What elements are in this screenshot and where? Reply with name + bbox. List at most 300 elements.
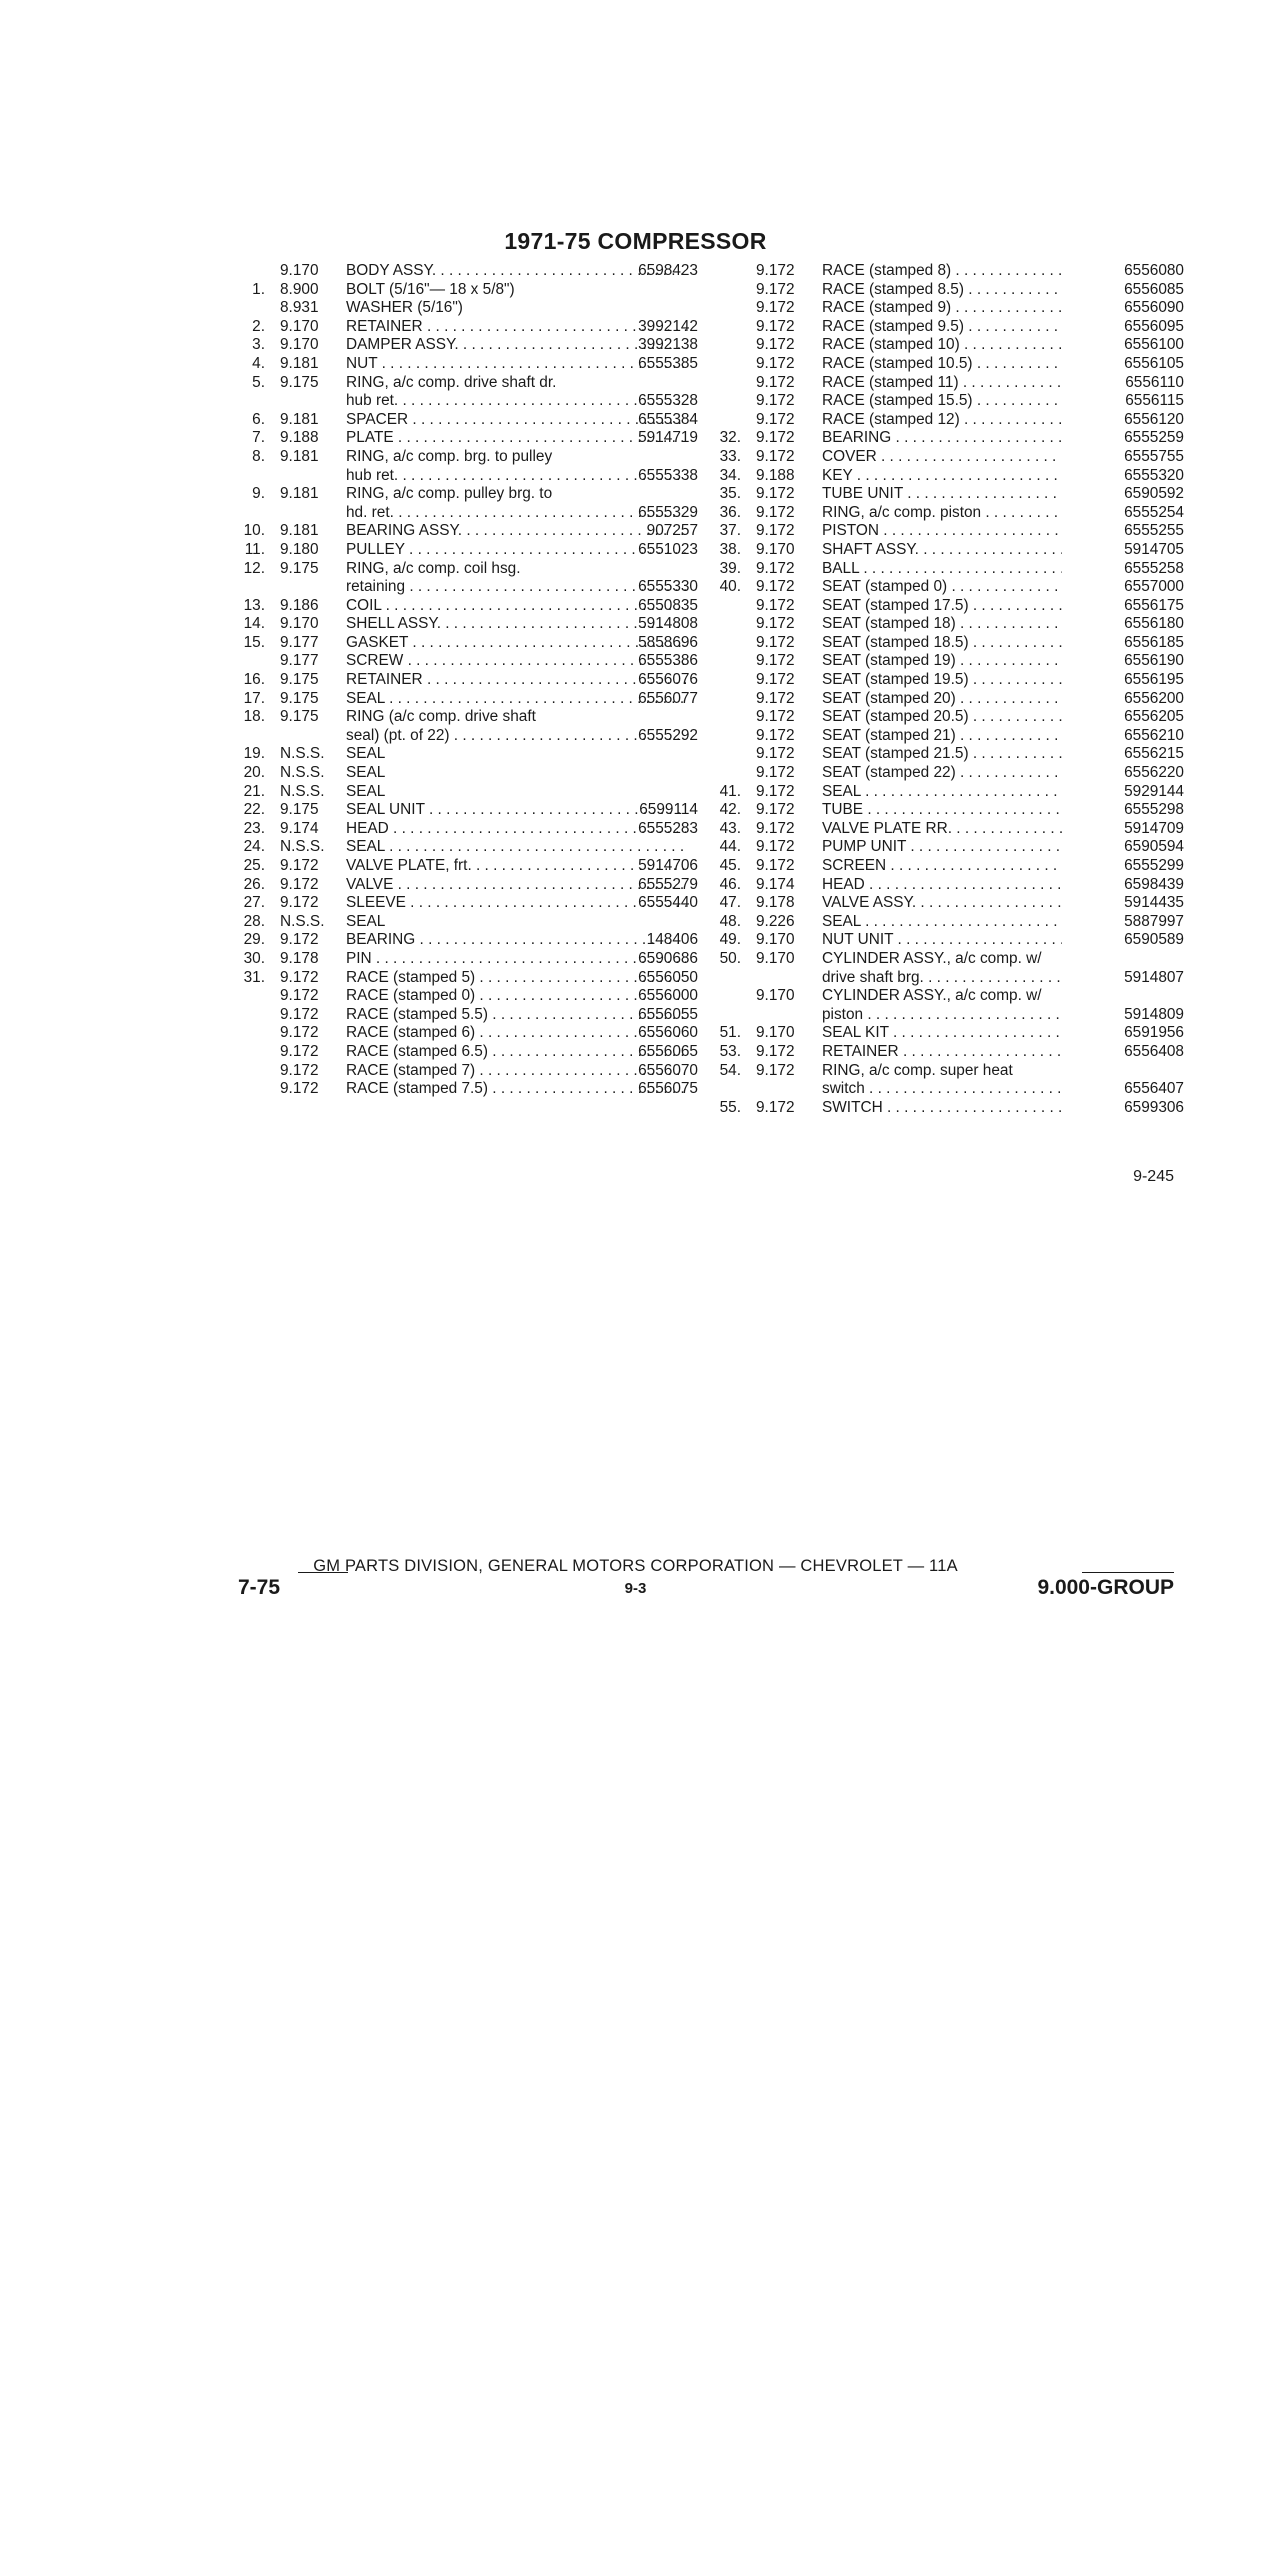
part-description: RACE (stamped 9.5) . . . (822, 318, 1062, 337)
parts-row (714, 987, 1184, 1006)
part-number: 5914709 (1124, 819, 1184, 837)
part-description: COIL . . . (346, 597, 686, 616)
part-number: 6590589 (1124, 931, 1184, 949)
group-number: 9.172 (756, 726, 795, 744)
parts-row (238, 950, 698, 969)
part-number: 6556095 (1124, 317, 1184, 335)
part-description: RACE (stamped 6.5) . . . (346, 1043, 686, 1062)
part-description: SEAT (stamped 22) . . . (822, 764, 1062, 783)
item-number: 22. (243, 801, 265, 819)
part-number: 148406 (646, 931, 698, 949)
item-number: 41. (719, 782, 741, 800)
part-number: 6550835 (638, 596, 698, 614)
part-number: 5914808 (638, 615, 698, 633)
part-description: BEARING ASSY. . . . (346, 522, 686, 541)
part-number: 6555338 (638, 466, 698, 484)
group-number: 9.172 (756, 708, 795, 726)
group-number: 9.172 (756, 280, 795, 298)
page-title: 1971-75 COMPRESSOR (504, 228, 767, 254)
item-number: 3. (252, 336, 265, 354)
parts-row (714, 429, 1184, 448)
group-number: 9.172 (756, 764, 795, 782)
group-number: 9.180 (280, 540, 319, 558)
parts-row (714, 318, 1184, 337)
part-number: 6556407 (1124, 1080, 1184, 1098)
item-number: 35. (719, 485, 741, 503)
part-description: HEAD . . . (346, 820, 686, 839)
part-description: SEAL (346, 745, 386, 763)
group-number: 9.172 (756, 299, 795, 317)
group-number: 9.172 (756, 1061, 795, 1079)
part-number: 6555329 (638, 503, 698, 521)
part-number: 6556070 (638, 1061, 698, 1079)
group-number: 9.172 (280, 875, 319, 893)
group-number: 9.175 (280, 373, 319, 391)
group-number: 9.172 (756, 354, 795, 372)
group-number: 9.172 (756, 801, 795, 819)
group-number: 9.181 (280, 485, 319, 503)
parts-row (714, 876, 1184, 895)
group-number: 9.172 (756, 745, 795, 763)
parts-row (238, 634, 698, 653)
item-number: 29. (243, 931, 265, 949)
parts-row (238, 448, 698, 467)
part-description: SEAL . . . (822, 783, 1062, 802)
part-number: 6556200 (1124, 689, 1184, 707)
part-description: RACE (stamped 6) . . . (346, 1024, 686, 1043)
part-description: RACE (stamped 15.5) . . . (822, 392, 1062, 411)
part-description: SEAT (stamped 20.5) . . . (822, 708, 1062, 727)
item-number: 21. (243, 782, 265, 800)
item-number: 36. (719, 503, 741, 521)
group-number: 9.172 (756, 559, 795, 577)
part-number: 6556090 (1124, 299, 1184, 317)
part-description: RACE (stamped 10.5) . . . (822, 355, 1062, 374)
group-number: 9.175 (280, 689, 319, 707)
part-number: 5887997 (1124, 912, 1184, 930)
group-number: 9.172 (756, 578, 795, 596)
part-number: 6556076 (638, 671, 698, 689)
part-number: 5914807 (1124, 968, 1184, 986)
group-number: 9.170 (280, 615, 319, 633)
part-number: 6598423 (638, 262, 698, 279)
group-number: 8.900 (280, 280, 319, 298)
parts-row (238, 597, 698, 616)
parts-row (714, 708, 1184, 727)
part-description: KEY . . . (822, 467, 1062, 486)
part-description: SEAL (346, 912, 386, 930)
parts-row (238, 671, 698, 690)
parts-row (238, 857, 698, 876)
part-description: BEARING . . . (822, 429, 1062, 448)
part-description: RING, a/c comp. piston . . . (822, 504, 1062, 523)
part-description: PLATE . . . (346, 429, 686, 448)
parts-row (238, 708, 698, 727)
item-number: 6. (252, 410, 265, 428)
part-number: 6556195 (1124, 671, 1184, 689)
part-description: TUBE UNIT . . . (822, 485, 1062, 504)
part-description: RACE (stamped 8.5) . . . (822, 281, 1062, 300)
group-number: 9.172 (756, 373, 795, 391)
part-description: SEAT (stamped 0) . . . (822, 578, 1062, 597)
part-description: RING, a/c comp. brg. to pulley (346, 447, 553, 465)
group-number: 9.174 (756, 875, 795, 893)
parts-row (238, 764, 698, 783)
part-description: WASHER (5/16") (346, 299, 463, 317)
parts-row (238, 1006, 698, 1025)
group-number: 9.172 (756, 503, 795, 521)
parts-row (238, 876, 698, 895)
part-number: 6555384 (638, 410, 698, 428)
item-number: 47. (719, 894, 741, 912)
part-number: 6555328 (638, 392, 698, 410)
part-description: RACE (stamped 5.5) . . . (346, 1006, 686, 1025)
part-number: 6556050 (638, 968, 698, 986)
parts-row (238, 318, 698, 337)
parts-row (714, 894, 1184, 913)
item-number: 17. (243, 689, 265, 707)
group-number: 9.172 (280, 1080, 319, 1098)
part-description: RACE (stamped 11) . . . (822, 374, 1062, 393)
item-number: 11. (244, 540, 265, 558)
part-description: RING, a/c comp. drive shaft dr. (346, 373, 557, 391)
part-number: 6556185 (1124, 633, 1184, 651)
group-number: 9.170 (756, 540, 795, 558)
part-number: 6598439 (1124, 875, 1184, 893)
parts-row (238, 541, 698, 560)
group-number: 9.188 (756, 466, 795, 484)
part-number: 6556085 (1124, 280, 1184, 298)
parts-row (238, 652, 698, 671)
part-description: NUT UNIT . . . (822, 931, 1062, 950)
group-number: 9.175 (280, 801, 319, 819)
group-number: 9.170 (280, 262, 319, 279)
group-number: 9.172 (280, 968, 319, 986)
group-number: 9.172 (756, 392, 795, 410)
item-number: 24. (243, 838, 265, 856)
part-number: 6555320 (1124, 466, 1184, 484)
parts-row (714, 913, 1184, 932)
part-description: RING (a/c comp. drive shaft (346, 708, 536, 726)
parts-row (238, 820, 698, 839)
group-number: N.S.S. (280, 912, 325, 930)
item-number: 2. (252, 317, 265, 335)
part-description: hd. ret. . . . (346, 504, 686, 523)
parts-row (238, 374, 698, 393)
parts-row (238, 522, 698, 541)
part-number: 5929144 (1124, 782, 1184, 800)
footer-group: 9.000-GROUP (1037, 1576, 1174, 1599)
group-number: 9.172 (756, 522, 795, 540)
part-description: SEAL UNIT . . . (346, 801, 686, 820)
part-number: 3992138 (638, 336, 698, 354)
group-number: N.S.S. (280, 838, 325, 856)
parts-row (714, 522, 1184, 541)
part-description: RACE (stamped 9) . . . (822, 299, 1062, 318)
group-number: 9.172 (756, 652, 795, 670)
parts-row (714, 1024, 1184, 1043)
part-description: SEAL (346, 764, 386, 782)
part-number: 6555279 (638, 875, 698, 893)
parts-row (714, 652, 1184, 671)
part-number: 6599114 (639, 801, 698, 819)
part-description: HEAD . . . (822, 876, 1062, 895)
part-description: SPACER . . . (346, 411, 686, 430)
group-number: N.S.S. (280, 745, 325, 763)
part-number: 6557000 (1124, 578, 1184, 596)
item-number: 42. (719, 801, 741, 819)
part-number: 6591956 (1124, 1024, 1184, 1042)
item-number: 51. (719, 1024, 741, 1042)
group-number: 9.175 (280, 708, 319, 726)
group-number: 9.172 (280, 931, 319, 949)
parts-row (714, 1043, 1184, 1062)
item-number: 18. (243, 708, 265, 726)
part-description: SLEEVE . . . (346, 894, 686, 913)
group-number: 9.172 (756, 671, 795, 689)
part-number: 5914719 (638, 429, 698, 447)
part-description: VALVE . . . (346, 876, 686, 895)
parts-row (238, 578, 698, 597)
item-number: 46. (719, 875, 741, 893)
parts-row (238, 1062, 698, 1081)
part-description: SEAT (stamped 21) . . . (822, 727, 1062, 746)
part-number: 6555258 (1124, 559, 1184, 577)
item-number: 5. (252, 373, 265, 391)
group-number: 9.172 (280, 1042, 319, 1060)
part-number: 6556220 (1124, 764, 1184, 782)
part-number: 6556210 (1124, 726, 1184, 744)
group-number: 9.172 (756, 447, 795, 465)
part-description: SCREEN . . . (822, 857, 1062, 876)
part-number: 6555440 (638, 894, 698, 912)
parts-row (714, 467, 1184, 486)
item-number: 12. (243, 559, 265, 577)
part-description: RETAINER . . . (346, 671, 686, 690)
group-number: 9.178 (280, 949, 319, 967)
part-description: TUBE . . . (822, 801, 1062, 820)
part-description: SEAL KIT . . . (822, 1024, 1062, 1043)
item-number: 23. (243, 819, 265, 837)
item-number: 8. (252, 447, 265, 465)
part-number: 6590592 (1124, 485, 1184, 503)
part-description: RACE (stamped 7.5) . . . (346, 1080, 686, 1099)
group-number: 9.188 (280, 429, 319, 447)
parts-row (238, 969, 698, 988)
parts-row (714, 299, 1184, 318)
part-description: retaining . . . (346, 578, 686, 597)
parts-row (714, 690, 1184, 709)
group-number: 9.172 (756, 262, 795, 279)
part-description: BEARING . . . (346, 931, 686, 950)
item-number: 19. (243, 745, 265, 763)
parts-row (714, 671, 1184, 690)
part-number: 6556000 (638, 987, 698, 1005)
parts-row (714, 950, 1184, 969)
footer-section: 9-3 (624, 1580, 647, 1597)
group-number: 9.172 (756, 782, 795, 800)
part-description: RACE (stamped 10) . . . (822, 336, 1062, 355)
part-description: SEAT (stamped 18) . . . (822, 615, 1062, 634)
parts-row (714, 857, 1184, 876)
parts-row (714, 448, 1184, 467)
part-description: RING, a/c comp. coil hsg. (346, 559, 521, 577)
part-number: 5914705 (1124, 540, 1184, 558)
part-description: SEAT (stamped 18.5) . . . (822, 634, 1062, 653)
group-number: 9.226 (756, 912, 795, 930)
part-description: COVER . . . (822, 448, 1062, 467)
part-description: BOLT (5/16"— 18 x 5/8") (346, 280, 515, 298)
item-number: 34. (719, 466, 741, 484)
part-number: 5914706 (638, 857, 698, 874)
parts-row (238, 913, 698, 932)
item-number: 31. (243, 968, 265, 986)
group-number: 9.172 (280, 1024, 319, 1042)
part-number: 6590594 (1124, 838, 1184, 856)
parts-row (714, 931, 1184, 950)
group-number: 9.172 (756, 317, 795, 335)
parts-row (238, 987, 698, 1006)
group-number: 9.181 (280, 522, 319, 540)
part-number: 907257 (646, 522, 698, 540)
parts-row (238, 894, 698, 913)
parts-row (714, 801, 1184, 820)
parts-row (714, 820, 1184, 839)
group-number: 9.177 (280, 652, 319, 670)
group-number: 9.172 (280, 894, 319, 912)
part-description: RACE (stamped 12) . . . (822, 411, 1062, 430)
part-number: 6556075 (638, 1080, 698, 1098)
item-number: 7. (252, 429, 265, 447)
parts-row (714, 727, 1184, 746)
parts-row (238, 411, 698, 430)
page-number: 9-245 (1133, 1168, 1174, 1185)
part-description: PISTON . . . (822, 522, 1062, 541)
parts-row (714, 615, 1184, 634)
part-description: BALL . . . (822, 560, 1062, 579)
group-number: 9.172 (756, 838, 795, 856)
part-description: PUMP UNIT . . . (822, 838, 1062, 857)
group-number: 9.172 (756, 857, 795, 874)
parts-row (238, 504, 698, 523)
part-number: 6556408 (1124, 1042, 1184, 1060)
part-number: 6556215 (1124, 745, 1184, 763)
part-description: hub ret. . . . (346, 467, 686, 486)
part-number: 6555330 (638, 578, 698, 596)
parts-row (714, 336, 1184, 355)
item-number: 1. (252, 280, 265, 298)
part-number: 6555386 (638, 652, 698, 670)
part-description: SHELL ASSY. . . . (346, 615, 686, 634)
parts-list-right (714, 262, 1184, 1117)
part-description: SEAT (stamped 19.5) . . . (822, 671, 1062, 690)
part-description: RETAINER . . . (822, 1043, 1062, 1062)
parts-row (714, 634, 1184, 653)
part-description: SWITCH . . . (822, 1099, 1062, 1118)
item-number: 14. (243, 615, 265, 633)
item-number: 38. (719, 540, 741, 558)
group-number: 9.175 (280, 559, 319, 577)
group-number: 9.172 (280, 987, 319, 1005)
item-number: 44. (719, 838, 741, 856)
item-number: 48. (719, 912, 741, 930)
part-description: PULLEY . . . (346, 541, 686, 560)
part-number: 6590686 (638, 949, 698, 967)
part-description: VALVE PLATE, frt. . . . (346, 857, 686, 876)
group-number: 9.186 (280, 596, 319, 614)
part-number: 6555299 (1124, 857, 1184, 874)
parts-row (714, 355, 1184, 374)
part-number: 5914435 (1124, 894, 1184, 912)
group-number: 9.172 (756, 1042, 795, 1060)
parts-row (238, 299, 698, 318)
parts-row (238, 783, 698, 802)
parts-row (714, 578, 1184, 597)
parts-row (714, 1062, 1184, 1081)
part-number: 6555755 (1124, 447, 1184, 465)
parts-row (714, 485, 1184, 504)
parts-row (714, 838, 1184, 857)
parts-row (238, 355, 698, 374)
group-number: 9.172 (756, 615, 795, 633)
part-description: SCREW . . . (346, 652, 686, 671)
group-number: 9.181 (280, 410, 319, 428)
parts-row (714, 1006, 1184, 1025)
parts-row (238, 262, 698, 281)
part-number: 6556115 (1125, 392, 1184, 410)
part-number: 6556060 (638, 1024, 698, 1042)
item-number: 20. (243, 764, 265, 782)
part-description: SHAFT ASSY. . . . (822, 541, 1062, 560)
part-number: 6556120 (1124, 410, 1184, 428)
item-number: 13. (243, 596, 265, 614)
part-number: 5914809 (1124, 1005, 1184, 1023)
parts-row (714, 504, 1184, 523)
item-number: 30. (243, 949, 265, 967)
part-description: piston . . . (822, 1006, 1062, 1025)
footer-date: 7-75 (238, 1576, 281, 1599)
part-description: RETAINER . . . (346, 318, 686, 337)
part-number: 6556065 (638, 1042, 698, 1060)
part-number: 6556205 (1124, 708, 1184, 726)
part-description: CYLINDER ASSY., a/c comp. w/ (822, 987, 1042, 1005)
parts-row (714, 969, 1184, 988)
part-number: 6556105 (1124, 354, 1184, 372)
parts-row (714, 411, 1184, 430)
item-number: 55. (719, 1098, 741, 1116)
part-description: GASKET . . . (346, 634, 686, 653)
group-number: 9.170 (756, 987, 795, 1005)
footer-publisher: GM PARTS DIVISION, GENERAL MOTORS CORPORATION — CHEVROLET — 11A (313, 1557, 958, 1575)
part-description: RACE (stamped 8) . . . (822, 262, 1062, 281)
item-number: 9. (252, 485, 265, 503)
part-number: 6556077 (638, 689, 698, 707)
part-description: RACE (stamped 0) . . . (346, 987, 686, 1006)
group-number: 9.181 (280, 447, 319, 465)
part-description: BODY ASSY. . . . (346, 262, 686, 281)
group-number: 9.178 (756, 894, 795, 912)
part-number: 6556180 (1124, 615, 1184, 633)
group-number: 8.931 (280, 299, 319, 317)
group-number: 9.172 (756, 410, 795, 428)
item-number: 28. (243, 912, 265, 930)
group-number: 9.172 (280, 857, 319, 874)
parts-row (714, 392, 1184, 411)
parts-row (238, 727, 698, 746)
group-number: 9.172 (756, 633, 795, 651)
part-description: hub ret. . . . (346, 392, 686, 411)
part-description: SEAL (346, 782, 386, 800)
